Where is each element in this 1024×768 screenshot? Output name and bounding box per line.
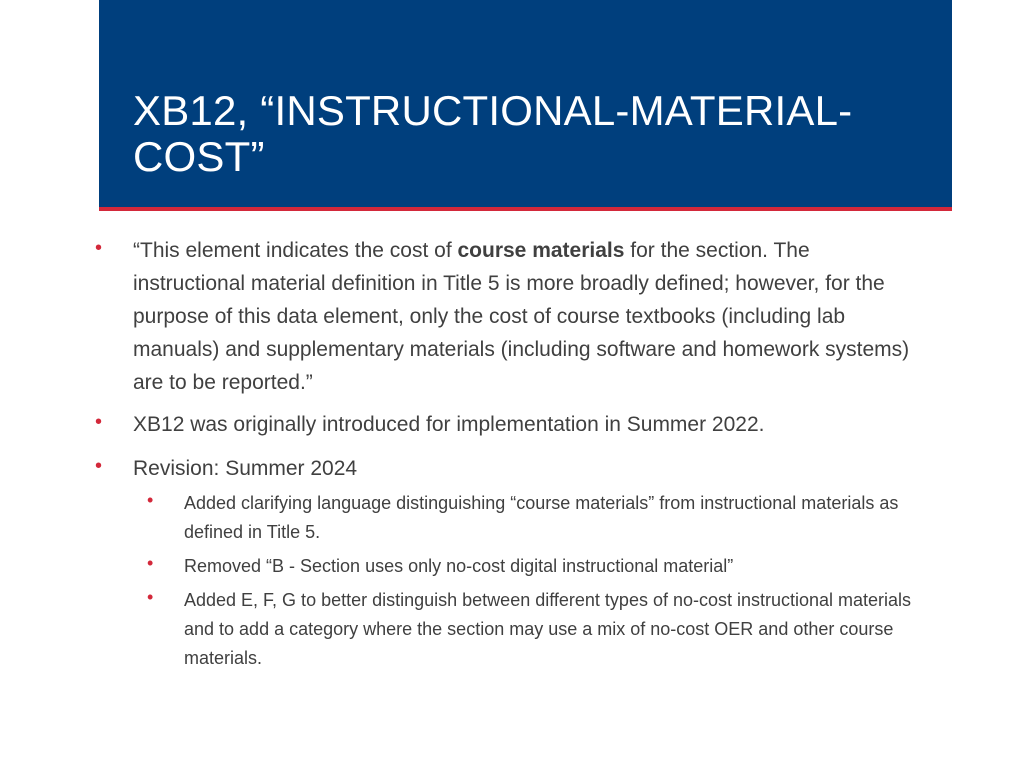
sub-bullet-item-added <box>147 586 914 673</box>
bullet-text-before: “This element indicates the cost of <box>133 239 458 262</box>
bullet-text-bold: course materials <box>457 239 625 262</box>
slide-title-line-2: COST” <box>133 133 265 180</box>
bullet-item-revision <box>95 452 923 485</box>
bullet-text: Revision: Summer 2024 <box>133 457 358 480</box>
bullet-marker: • <box>95 455 103 477</box>
sub-bullet-text: Added clarifying language distinguishing “course materials” from instructional materials as defined in Title 5. <box>184 493 899 542</box>
bullet-marker: • <box>95 411 103 433</box>
bullet-text: XB12 was originally introduced for implementation in Summer 2022. <box>133 413 765 436</box>
sub-bullet-text: Added E, F, G to better distinguish between different types of no-cost instructional materials and to add a category where the section may use a mix of no-cost OER and other course materials. <box>184 590 912 668</box>
bullet-text-after: for the section. The instructional material definition in Title 5 is more broadly defined; however, for the purpose of this data element, only the cost of course textbooks (including lab manuals) and supplementary materials (including software and homework systems) are to be reported.” <box>133 239 910 394</box>
sub-bullet-marker: • <box>147 490 154 510</box>
sub-bullet-item-removed <box>147 552 914 581</box>
sub-bullet-item-clarifying <box>147 489 914 547</box>
sub-bullet-marker: • <box>147 587 154 607</box>
sub-bullet-text: Removed “B - Section uses only no-cost digital instructional material” <box>184 556 734 576</box>
bullet-item-introduced <box>95 408 923 441</box>
bullet-marker: • <box>95 237 103 259</box>
bullet-item-definition <box>95 234 923 399</box>
sub-bullet-marker: • <box>147 553 154 573</box>
slide-title-line-1: XB12, “INSTRUCTIONAL-MATERIAL- <box>133 87 853 134</box>
